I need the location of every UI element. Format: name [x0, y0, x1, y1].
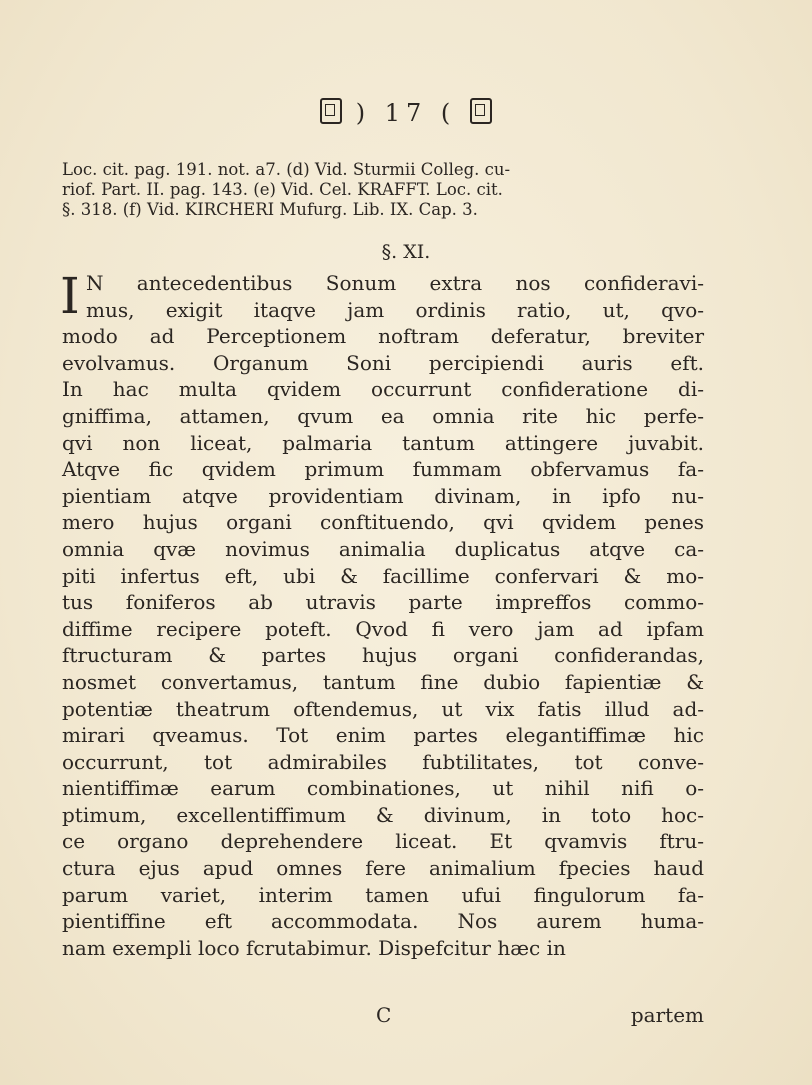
- text-line: occurrunt, tot admirabiles fubtilitates, tot conve-: [62, 749, 704, 774]
- text-line: ctura ejus apud omnes fere animalium fpecies haud: [62, 856, 704, 881]
- text-line: modo ad Perceptionem noftram deferatur, breviter: [62, 324, 704, 349]
- text-line: ptimum, excellentiffimum & divinum, in toto hoc-: [62, 802, 704, 827]
- signature-mark: C: [376, 1003, 392, 1027]
- text-line: qvi non liceat, palmaria tantum attingere juvabit.: [62, 430, 704, 455]
- text-line: pientiam atqve providentiam divinam, in ipfo nu-: [62, 483, 704, 508]
- header-left-paren: ): [355, 99, 372, 127]
- catchword: partem: [630, 1003, 704, 1027]
- text-line: Atqve fic qvidem primum fummam obfervamus fa-: [62, 457, 704, 482]
- text-line: gniffima, attamen, qvum ea omnia rite hic perfe-: [62, 403, 704, 428]
- text-line: nam exempli loco fcrutabimur. Dispefcitur hæc in: [62, 935, 566, 960]
- text-line: tus foniferos ab utravis parte impreffos commo-: [62, 590, 704, 615]
- text-line: ce organo deprehendere liceat. Et qvamvis ftru-: [62, 829, 704, 854]
- body-text: [60, 267, 704, 961]
- text-line: In hac multa qvidem occurrunt confideratione di-: [62, 377, 704, 402]
- footnote-line: §. 318. (f) Vid. KIRCHERI Mufurg. Lib. IX. Cap. 3.: [62, 200, 478, 219]
- text-line: nientiffimæ earum combinationes, ut nihil nifi o-: [62, 776, 704, 801]
- footnote-line: riof. Part. II. pag. 143. (e) Vid. Cel. KRAFFT. Loc. cit.: [62, 180, 503, 199]
- section-heading: §. XI.: [381, 241, 431, 263]
- footnotes: [62, 160, 717, 220]
- text-line: N antecedentibus Sonum extra nos confideravi-: [86, 271, 704, 295]
- text-line: mus, exigit itaqve jam ordinis ratio, ut, qvo-: [86, 297, 704, 322]
- text-line: ftructuram & partes hujus organi confiderandas,: [62, 643, 704, 668]
- text-line: potentiæ theatrum oftendemus, ut vix fatis illud ad-: [62, 696, 704, 721]
- text-line: piti infertus eft, ubi & facillime confervari & mo-: [62, 563, 704, 588]
- running-header: [0, 98, 812, 127]
- text-line: evolvamus. Organum Soni percipiendi auris eft.: [62, 350, 704, 375]
- text-line: parum variet, interim tamen ufui fingulorum fa-: [62, 882, 704, 907]
- ornament-left-icon: [320, 98, 342, 124]
- text-line: diffime recipere poteft. Qvod fi vero jam ad ipfam: [62, 616, 704, 641]
- header-right-paren: (: [440, 99, 457, 127]
- ornament-right-icon: [470, 98, 492, 124]
- text-line: omnia qvæ novimus animalia duplicatus atqve ca-: [62, 536, 704, 561]
- text-line: mirari qveamus. Tot enim partes elegantiffimæ hic: [62, 723, 704, 748]
- text-line: nosmet convertamus, tantum fine dubio fapientiæ &: [62, 669, 704, 694]
- text-line: mero hujus organi conftituendo, qvi qvidem penes: [62, 510, 704, 535]
- drop-cap: I: [60, 267, 80, 325]
- footnote-line: Loc. cit. pag. 191. not. a7. (d) Vid. Sturmii Colleg. cu-: [62, 160, 511, 179]
- page-number: 17: [384, 99, 428, 127]
- text-line: pientiffine eft accommodata. Nos aurem huma-: [62, 909, 704, 934]
